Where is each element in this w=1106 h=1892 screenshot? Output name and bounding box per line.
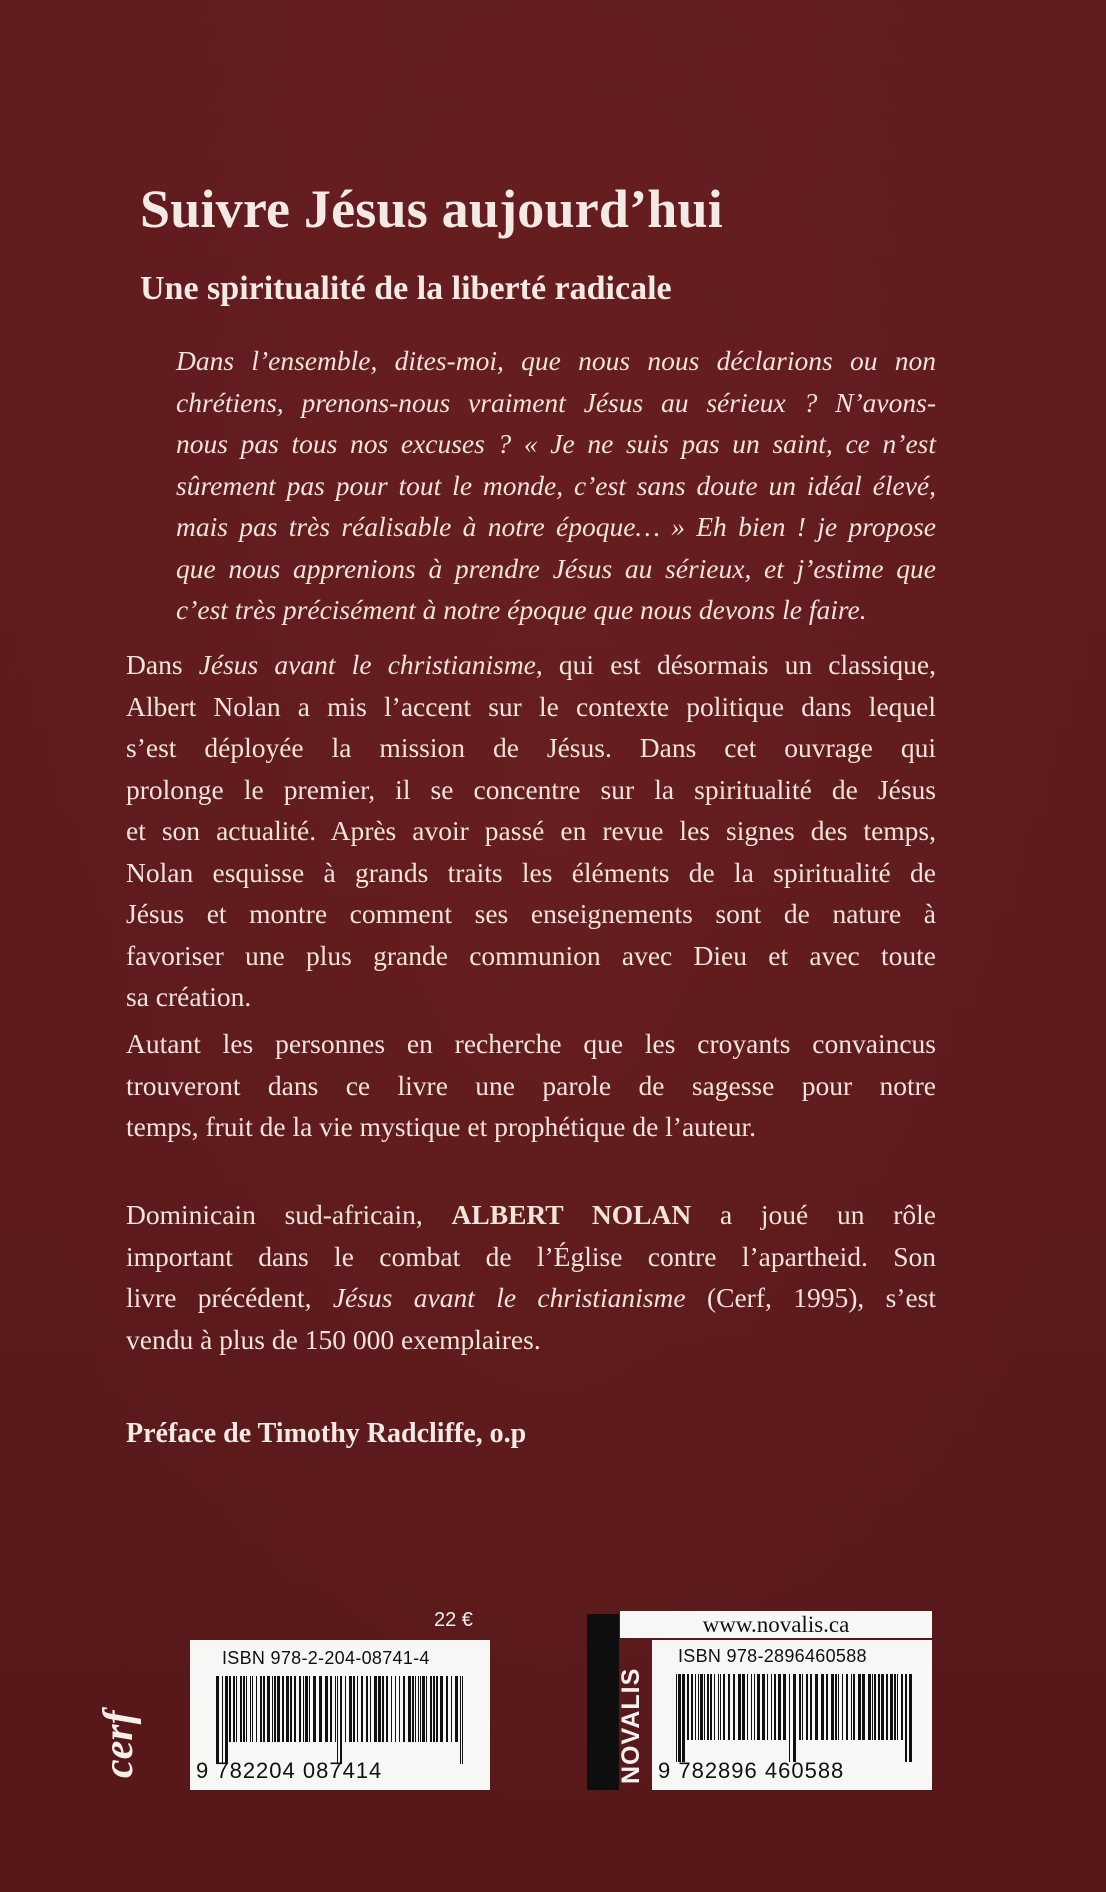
preface-credit: Préface de Timothy Radcliffe, o.p: [126, 1418, 527, 1449]
paragraph-line: vendu à plus de 150 000 exemplaires.: [126, 1323, 541, 1355]
cerf-barcode: [190, 1640, 490, 1790]
novalis-logo-text: NOVALIS: [617, 1667, 645, 1784]
paragraph-line: Dominicain sud-africain, ALBERT NOLAN a joué un rôle: [126, 1199, 937, 1230]
quote-line: c’est très précisément à notre époque que nous devons le faire.: [176, 594, 867, 625]
isbn-label: ISBN 978-2-204-08741-4: [222, 1648, 430, 1668]
barcode-digits: 9 782896 460588: [658, 1758, 845, 1783]
paragraph-line: Dans Jésus avant le christianisme, qui est désormais un classique,: [126, 649, 936, 680]
paragraph-line: sa création.: [126, 981, 252, 1012]
author-quote: [176, 340, 936, 631]
cerf-logo: cerf: [96, 1710, 142, 1778]
novalis-barcode: [652, 1640, 932, 1790]
book-reference: Jésus avant le christianisme: [198, 649, 536, 680]
paragraph-line: favoriser une plus grande communion avec Dieu et avec toute: [126, 939, 936, 971]
paragraph-line: important dans le combat de l’Église contre l’apartheid. Son: [126, 1240, 936, 1272]
paragraph-line: s’est déployée la mission de Jésus. Dans cet ouvrage qui: [126, 732, 936, 763]
paragraph-line: Albert Nolan a mis l’accent sur le contexte politique dans lequel: [126, 690, 936, 722]
quote-line: mais pas très réalisable à notre époque… » Eh bien ! je propose: [176, 511, 936, 542]
quote-line: nous pas tous nos excuses ? « Je ne suis pas un saint, ce n’est: [176, 428, 936, 459]
author-bio-paragraph: [126, 1194, 936, 1360]
isbn-label: ISBN 978-2896460588: [678, 1646, 867, 1666]
paragraph-line: et son actualité. Après avoir passé en revue les signes des temps,: [126, 815, 936, 846]
quote-line: chrétiens, prenons-nous vraiment Jésus au sérieux ? N’avons-: [176, 386, 936, 418]
paragraph-line: Autant les personnes en recherche que les croyants convaincus: [126, 1028, 936, 1059]
author-name: ALBERT NOLAN: [451, 1199, 692, 1230]
book-reference: Jésus avant le christianisme: [332, 1282, 686, 1313]
quote-line: que nous apprenions à prendre Jésus au sérieux, et j’estime que: [176, 552, 936, 584]
description-paragraph: [126, 644, 936, 1018]
price-label: 22 €: [434, 1609, 473, 1631]
book-title: Suivre Jésus aujourd’hui: [140, 179, 723, 239]
book-subtitle: Une spiritualité de la liberté radicale: [140, 270, 672, 307]
audience-paragraph: [126, 1023, 936, 1148]
barcode-digits: 9 782204 087414: [196, 1758, 383, 1783]
paragraph-line: Jésus et montre comment ses enseignements sont de nature à: [126, 898, 936, 929]
paragraph-line: livre précédent, Jésus avant le christianisme (Cerf, 1995), s’est: [126, 1282, 937, 1313]
novalis-logo: [587, 1614, 645, 1790]
barcode-bars: [208, 1676, 472, 1764]
barcode-bars: [668, 1674, 916, 1762]
paragraph-line: trouveront dans ce livre une parole de sagesse pour notre: [126, 1069, 936, 1101]
publisher-website: www.novalis.ca: [620, 1611, 932, 1638]
paragraph-line: temps, fruit de la vie mystique et prophétique de l’auteur.: [126, 1111, 757, 1142]
paragraph-line: Nolan esquisse à grands traits les éléments de la spiritualité de: [126, 856, 936, 888]
paragraph-line: prolonge le premier, il se concentre sur la spiritualité de Jésus: [126, 773, 936, 805]
quote-line: sûrement pas pour tout le monde, c’est sans doute un idéal élevé,: [176, 469, 936, 501]
quote-line: Dans l’ensemble, dites-moi, que nous nous déclarions ou non: [176, 345, 936, 376]
